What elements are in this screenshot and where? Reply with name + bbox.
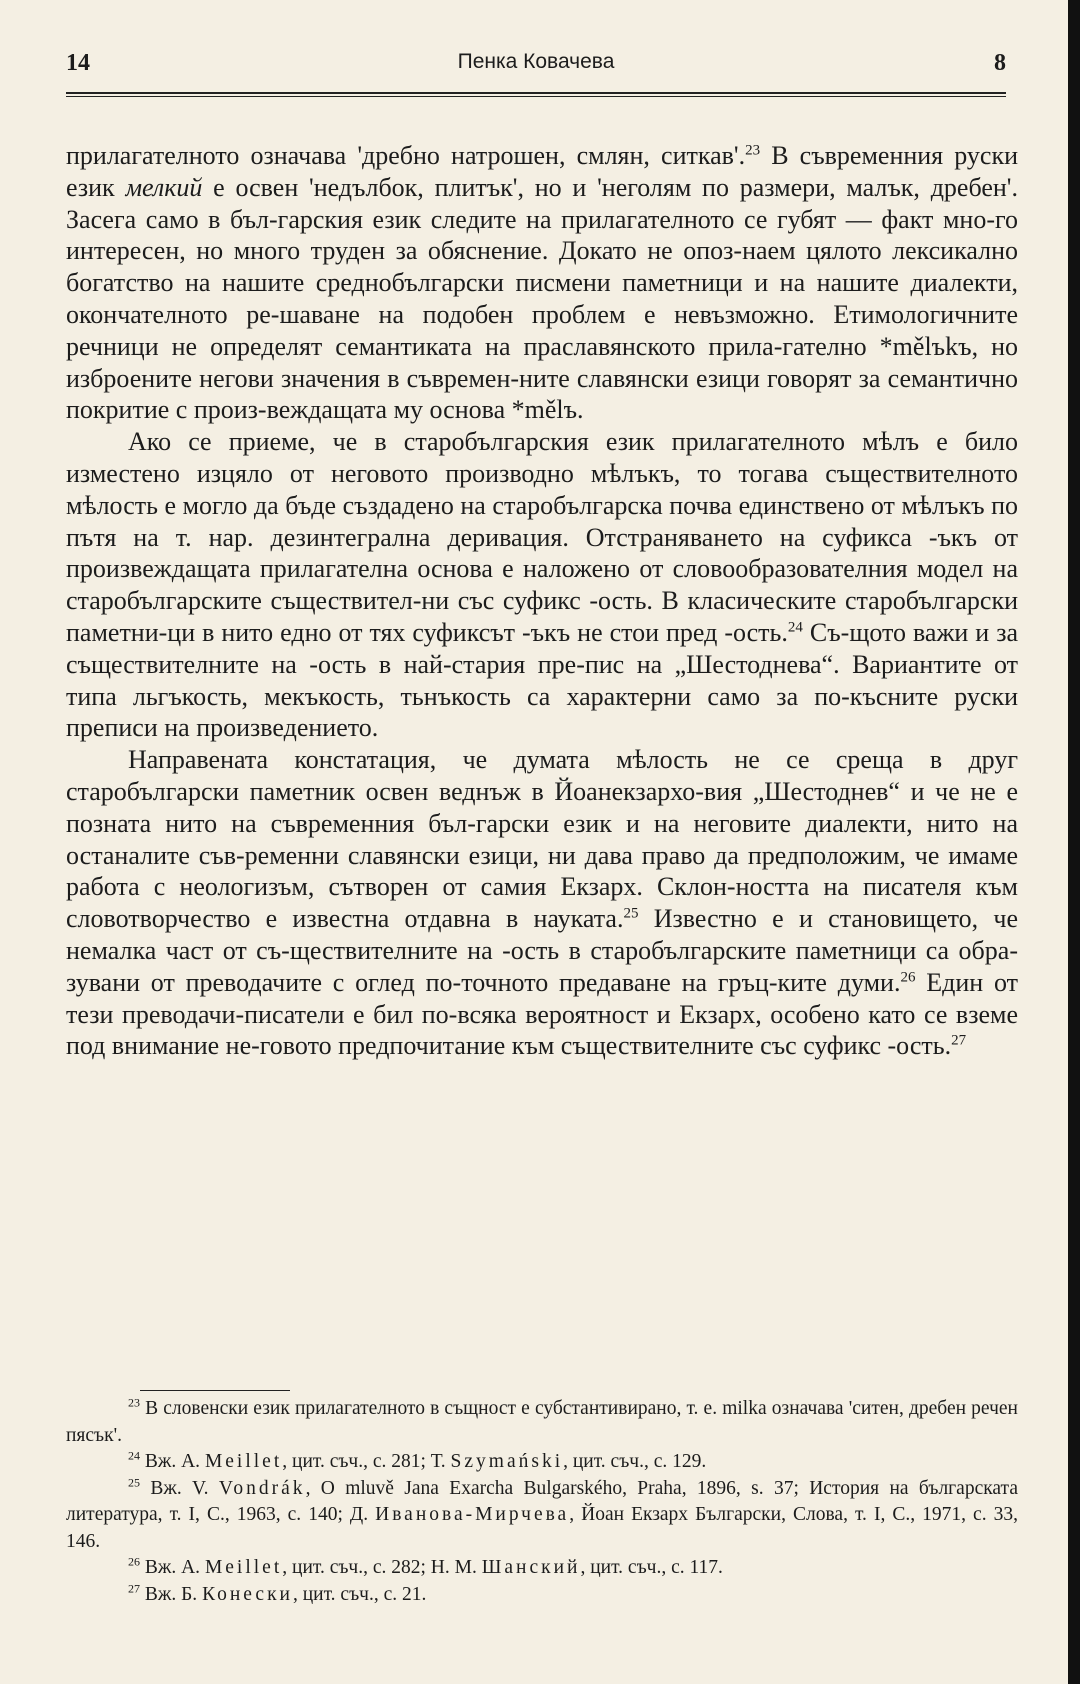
footnote-ref-24[interactable]: 24 (787, 619, 803, 636)
running-header (66, 50, 1006, 90)
paragraph-3: Направената констатация, че думата мѣлость не се среща в друг старобългарски паметник освен веднъж в Йоанекзархо-вия „Шестоднев“ и че не е позната нито на съвременния бъл-гарски език и на неговите диалекти, нито на останалите съв-ременни славянски езици, ни дава право да предположим, че имаме работа с неологизъм, сътворен от самия Екзарх. Склон-ността на писателя към словотворчество е известна отдавна в науката.$^{25}$ Известно е и становището, че немалка част от съ-ществителните на -ость в старобългарските паметници са обра-зувани от преводачите с оглед по-точното предаване на гръц-ките думи.$^{26}$ Един от тези преводачи-писатели е бил по-всяка вероятност и Екзарх, особено като се вземе под внимание не-говото предпочитание към съществителните със суфикс -ость.$^{27}$ (66, 745, 1018, 1061)
paragraph-1: прилагателното означава 'дребно натрошен, смлян, ситкав'.$^{23}$ В съвременния руски език мелкий е освен 'недълбок, плитък', но и 'неголям по размери, малък, дребен'. Засега само в бъл-гарския език следите на прилагателното се губят — факт мно-го интересен, но много труден за обяснение. Докато не опоз-наем цялото лексикално богатство на нашите среднобългарски писмени паметници и на нашите диалекти, окончателното ре-шаване на подобен проблем е невъзможно. Етимологичните речници не определят семантиката на праславянското прила-гателно *mělъkъ, но изброените негови значения в съвремен-ните славянски езици говорят за семантично покритие с произ-веждащата му основа *mělъ. (66, 141, 1018, 425)
header-rule (66, 92, 1006, 97)
footnote-ref-26[interactable]: 26 (900, 969, 916, 986)
footnotes (66, 1396, 1018, 1608)
footnote-27: $^{27}$ Вж. Б. Конески, цит. съч., с. 21. (128, 1581, 427, 1605)
footnote-24: $^{24}$ Вж. А. Meillet, цит. съч., с. 281; Т. Szymański, цит. съч., с. 129. (128, 1448, 707, 1472)
running-head-author: Пенка Ковачева (457, 50, 615, 73)
main-text (66, 140, 1018, 1062)
italic-term: мелкий (125, 172, 203, 202)
footnote-23: $^{23}$ В словенски език прилагателното в същност е субстантивирано, т. е. milka означава 'ситен, дребен речен пясък'. (66, 1395, 1018, 1446)
footnote-ref-25[interactable]: 25 (623, 905, 639, 922)
page-number-left: 14 (66, 50, 90, 76)
footnote-ref-23[interactable]: 23 (745, 142, 761, 159)
page-edge-shadow (1068, 0, 1080, 1684)
footnote-25: $^{25}$ Вж. V. Vondrák, O mluvě Jana Exarcha Bulgarského, Praha, 1896, s. 37; История на българската литература, т. I, С., 1963, с. 140; Д. Иванова-Мирчева, Йоан Екзарх Български, Слова, т. I, С., 1971, с. 33, 146. (66, 1475, 1018, 1552)
footnote-ref-27[interactable]: 27 (951, 1032, 967, 1049)
footnote-rule (140, 1390, 290, 1391)
paragraph-2: Ако се приеме, че в старобългарския език прилагателното мѣлъ е било изместено изцяло от неговото производно мѣлъкъ, то тогава съществителното мѣлость е могло да бъде създадено на старобългарска почва единствено от мѣлъкъ по пътя на т. нар. дезинтегрална деривация. Отстраняването на суфикса -ъкъ от произвеждащата прилагателна основа е наложено от словообразователния модел на старобългарските съществител-ни със суфикс -ость. В класическите старобългарски паметни-ци в нито едно от тях суфиксът -ъкъ не стои пред -ость.$^{24}$ Съ-щото важи и за съществителните на -ость в най-стария пре-пис на „Шестоднева“. Вариантите от типа льгъкость, мекъкость, тьнъкость са характерни само за по-късните руски преписи на произведението. (66, 427, 1018, 743)
page-number-right: 8 (994, 50, 1006, 76)
footnote-26: $^{26}$ Вж. А. Meillet, цит. съч., с. 282; Н. М. Шанский, цит. съч., с. 117. (128, 1554, 723, 1578)
